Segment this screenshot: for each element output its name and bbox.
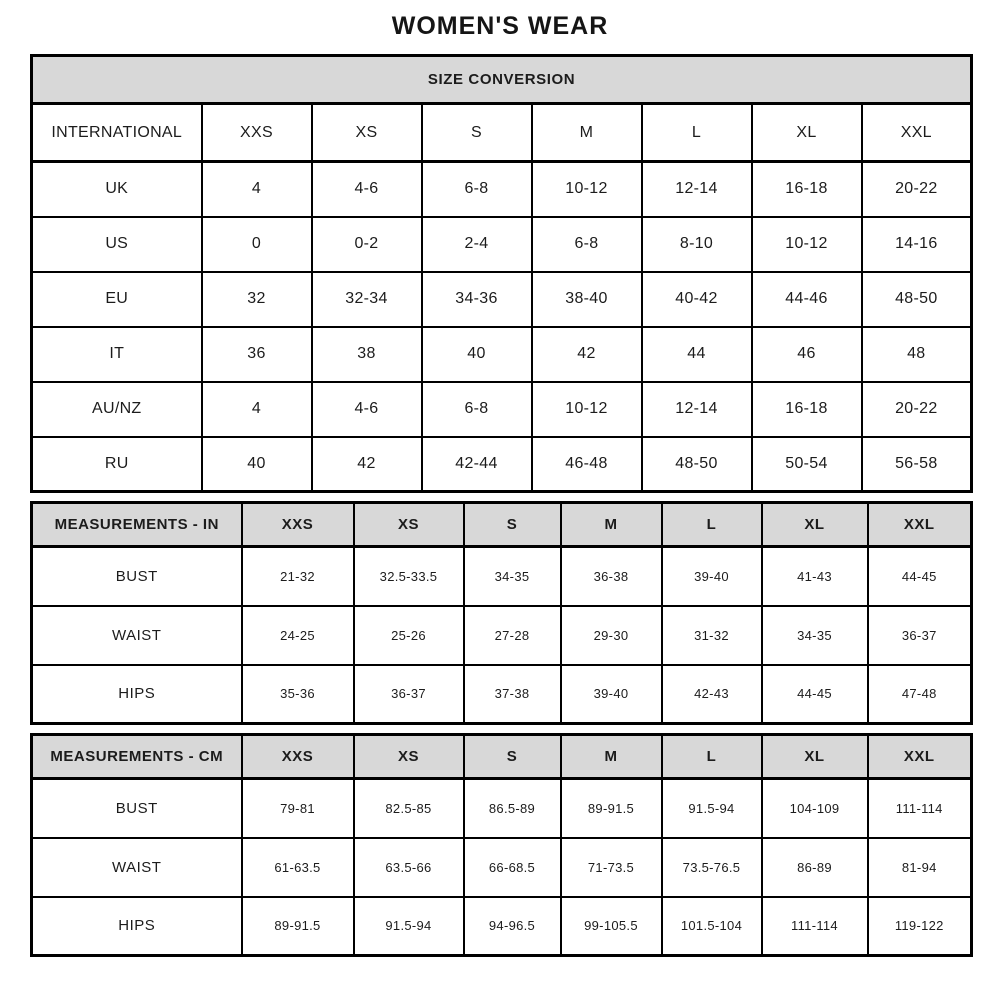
- column-header: S: [422, 104, 532, 162]
- size-cell: 44: [642, 327, 752, 382]
- size-cell: 36: [202, 327, 312, 382]
- size-cell: 36-37: [868, 606, 972, 665]
- size-cell: 20-22: [862, 382, 972, 437]
- size-cell: 36-37: [354, 665, 464, 724]
- size-cell: 37-38: [464, 665, 561, 724]
- row-label: UK: [32, 162, 202, 217]
- size-cell: 86.5-89: [464, 779, 561, 838]
- measurements-cm-header-row: [32, 735, 972, 779]
- size-cell: 82.5-85: [354, 779, 464, 838]
- size-cell: 34-35: [762, 606, 868, 665]
- table-row: [32, 272, 972, 327]
- column-header: XS: [354, 503, 464, 547]
- row-label: WAIST: [32, 606, 242, 665]
- size-cell: 44-46: [752, 272, 862, 327]
- column-header: L: [662, 735, 762, 779]
- size-cell: 0: [202, 217, 312, 272]
- size-cell: 32.5-33.5: [354, 547, 464, 606]
- row-label: AU/NZ: [32, 382, 202, 437]
- size-cell: 48: [862, 327, 972, 382]
- size-cell: 48-50: [642, 437, 752, 492]
- table-row: [32, 838, 972, 897]
- size-cell: 27-28: [464, 606, 561, 665]
- row-label: BUST: [32, 547, 242, 606]
- size-cell: 6-8: [422, 162, 532, 217]
- column-header: XL: [762, 503, 868, 547]
- size-cell: 16-18: [752, 162, 862, 217]
- size-cell: 63.5-66: [354, 838, 464, 897]
- table-row: [32, 217, 972, 272]
- size-cell: 4: [202, 162, 312, 217]
- table-row: [32, 162, 972, 217]
- size-cell: 89-91.5: [561, 779, 662, 838]
- table-row: [32, 897, 972, 956]
- size-cell: 61-63.5: [242, 838, 354, 897]
- row-label: BUST: [32, 779, 242, 838]
- size-cell: 31-32: [662, 606, 762, 665]
- size-cell: 40: [202, 437, 312, 492]
- column-header: L: [662, 503, 762, 547]
- size-cell: 21-32: [242, 547, 354, 606]
- size-cell: 42-43: [662, 665, 762, 724]
- measurements-in-table: [30, 501, 973, 725]
- column-header: XL: [752, 104, 862, 162]
- size-cell: 66-68.5: [464, 838, 561, 897]
- size-cell: 39-40: [662, 547, 762, 606]
- column-header: XS: [354, 735, 464, 779]
- size-cell: 8-10: [642, 217, 752, 272]
- table-row: [32, 382, 972, 437]
- size-cell: 35-36: [242, 665, 354, 724]
- row-label: HIPS: [32, 897, 242, 956]
- size-cell: 10-12: [532, 382, 642, 437]
- size-cell: 86-89: [762, 838, 868, 897]
- size-cell: 24-25: [242, 606, 354, 665]
- size-cell: 4: [202, 382, 312, 437]
- table-row: [32, 606, 972, 665]
- size-cell: 40-42: [642, 272, 752, 327]
- column-header: L: [642, 104, 752, 162]
- size-cell: 111-114: [868, 779, 972, 838]
- column-header: S: [464, 735, 561, 779]
- size-cell: 101.5-104: [662, 897, 762, 956]
- size-cell: 89-91.5: [242, 897, 354, 956]
- size-cell: 56-58: [862, 437, 972, 492]
- column-header: XXS: [202, 104, 312, 162]
- size-cell: 6-8: [422, 382, 532, 437]
- column-header: XXS: [242, 735, 354, 779]
- size-cell: 73.5-76.5: [662, 838, 762, 897]
- size-conversion-table: [30, 54, 973, 493]
- size-cell: 48-50: [862, 272, 972, 327]
- size-cell: 25-26: [354, 606, 464, 665]
- size-cell: 119-122: [868, 897, 972, 956]
- size-cell: 0-2: [312, 217, 422, 272]
- size-cell: 39-40: [561, 665, 662, 724]
- column-header: XXL: [868, 735, 972, 779]
- size-cell: 41-43: [762, 547, 868, 606]
- measurements-cm-table: [30, 733, 973, 957]
- header-label: MEASUREMENTS - CM: [32, 735, 242, 779]
- page-title: WOMEN'S WEAR: [391, 12, 609, 40]
- size-cell: 42-44: [422, 437, 532, 492]
- size-cell: 44-45: [868, 547, 972, 606]
- column-header: M: [561, 503, 662, 547]
- table-row: [32, 327, 972, 382]
- header-label: MEASUREMENTS - IN: [32, 503, 242, 547]
- size-cell: 10-12: [532, 162, 642, 217]
- column-header: XXS: [242, 503, 354, 547]
- table-row: [32, 779, 972, 838]
- size-cell: 42: [312, 437, 422, 492]
- size-cell: 104-109: [762, 779, 868, 838]
- size-cell: 36-38: [561, 547, 662, 606]
- size-cell: 50-54: [752, 437, 862, 492]
- column-header: S: [464, 503, 561, 547]
- row-label: WAIST: [32, 838, 242, 897]
- size-cell: 6-8: [532, 217, 642, 272]
- size-cell: 46: [752, 327, 862, 382]
- row-label: IT: [32, 327, 202, 382]
- size-cell: 91.5-94: [354, 897, 464, 956]
- size-cell: 40: [422, 327, 532, 382]
- size-cell: 14-16: [862, 217, 972, 272]
- column-header: M: [561, 735, 662, 779]
- row-label: US: [32, 217, 202, 272]
- size-cell: 29-30: [561, 606, 662, 665]
- size-cell: 12-14: [642, 162, 752, 217]
- size-cell: 4-6: [312, 382, 422, 437]
- size-cell: 91.5-94: [662, 779, 762, 838]
- header-label: INTERNATIONAL: [32, 104, 202, 162]
- size-cell: 94-96.5: [464, 897, 561, 956]
- row-label: HIPS: [32, 665, 242, 724]
- size-cell: 34-36: [422, 272, 532, 327]
- size-cell: 10-12: [752, 217, 862, 272]
- size-cell: 111-114: [762, 897, 868, 956]
- column-header: XXL: [868, 503, 972, 547]
- size-cell: 16-18: [752, 382, 862, 437]
- size-cell: 79-81: [242, 779, 354, 838]
- size-cell: 34-35: [464, 547, 561, 606]
- size-cell: 32: [202, 272, 312, 327]
- table-row: [32, 437, 972, 492]
- size-conversion-header-row: [32, 104, 972, 162]
- size-cell: 4-6: [312, 162, 422, 217]
- row-label: RU: [32, 437, 202, 492]
- column-header: M: [532, 104, 642, 162]
- size-cell: 81-94: [868, 838, 972, 897]
- size-conversion-banner-row: [32, 56, 972, 104]
- column-header: XS: [312, 104, 422, 162]
- size-cell: 44-45: [762, 665, 868, 724]
- table-row: [32, 665, 972, 724]
- size-cell: 32-34: [312, 272, 422, 327]
- column-header: XXL: [862, 104, 972, 162]
- size-conversion-banner: SIZE CONVERSION: [32, 56, 972, 104]
- size-cell: 47-48: [868, 665, 972, 724]
- size-cell: 2-4: [422, 217, 532, 272]
- column-header: XL: [762, 735, 868, 779]
- size-cell: 20-22: [862, 162, 972, 217]
- size-cell: 71-73.5: [561, 838, 662, 897]
- size-cell: 46-48: [532, 437, 642, 492]
- size-cell: 12-14: [642, 382, 752, 437]
- size-cell: 99-105.5: [561, 897, 662, 956]
- measurements-in-header-row: [32, 503, 972, 547]
- size-cell: 38: [312, 327, 422, 382]
- row-label: EU: [32, 272, 202, 327]
- table-row: [32, 547, 972, 606]
- size-cell: 38-40: [532, 272, 642, 327]
- size-cell: 42: [532, 327, 642, 382]
